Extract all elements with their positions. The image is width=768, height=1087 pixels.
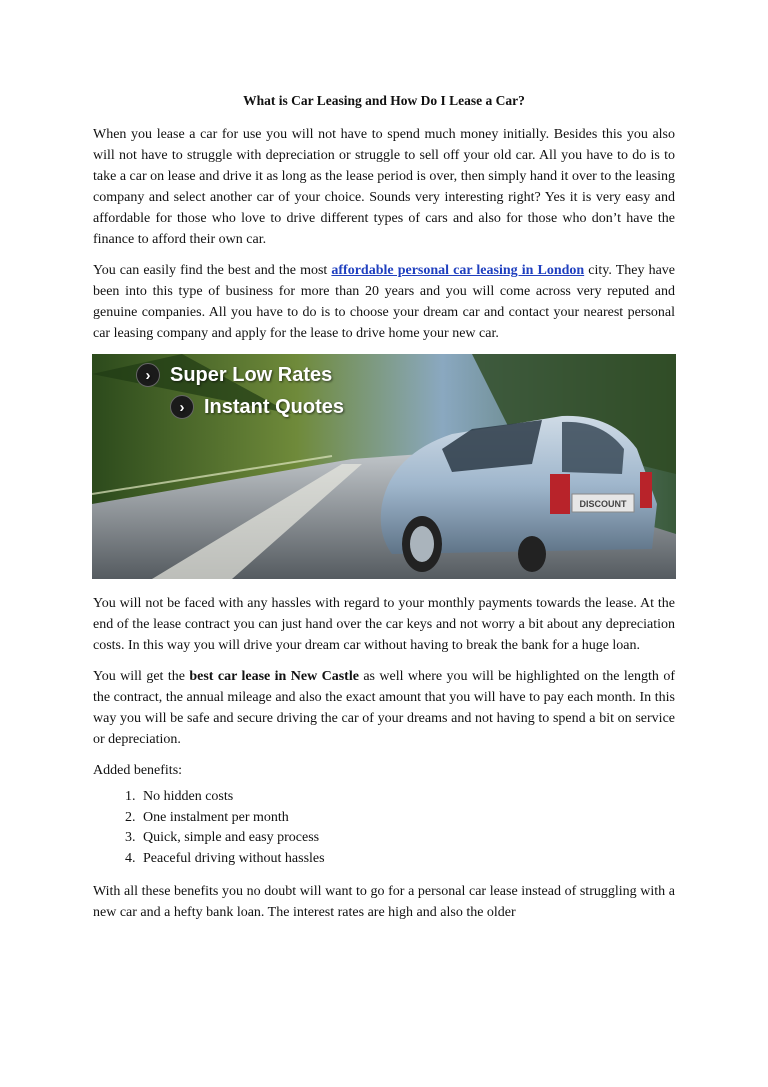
chevron-right-icon: ›: [170, 395, 194, 419]
paragraph-newcastle-text-1: You will get the: [93, 669, 190, 684]
best-car-lease-bold: best car lease in New Castle: [189, 669, 359, 684]
paragraph-london-text-2: city. They have been into this type of business for more than 20 years and you will come across very reputed and genuine companies. All you have to do is to choose your dream car and contact your nearest personal car leasing company and apply for the lease to drive home your new car.: [93, 263, 675, 341]
leasing-london-link[interactable]: affordable personal car leasing in London: [331, 263, 585, 278]
paragraph-newcastle-text-2: as well where you will be highlighted on the length of the contract, the annual mileage and also the exact amount that you will have to pay each month. In this way you will be safe and secure driving the car of your dreams and not having to spend a bit on service or depreciation.: [93, 669, 675, 747]
chevron-right-icon: ›: [136, 363, 160, 387]
benefits-list: [93, 787, 675, 869]
banner-illustration: [92, 354, 676, 579]
list-item: 3. Quick, simple and easy process: [139, 828, 675, 849]
paragraph-closing: With all these benefits you no doubt will want to go for a personal car lease instead of struggling with a new car and a hefty bank loan. The interest rates are high and also the older: [93, 884, 675, 920]
super-low-rates-label: Super Low Rates: [170, 363, 333, 386]
document-title: What is Car Leasing and How Do I Lease a Car?: [243, 93, 525, 108]
paragraph-london-text-1: You can easily find the best and the most: [93, 263, 332, 278]
list-item: 1. No hidden costs: [139, 787, 675, 808]
document-page: [93, 92, 675, 933]
instant-quotes-badge: [170, 395, 344, 419]
super-low-rates-badge: [136, 363, 332, 387]
list-item: 4. Peaceful driving without hassles: [139, 849, 675, 870]
instant-quotes-label: Instant Quotes: [204, 395, 345, 418]
plate-text: DISCOUNT: [579, 499, 627, 509]
paragraph-hassles: You will not be faced with any hassles with regard to your monthly payments towards the lease. At the end of the lease contract you can just hand over the car keys and not worry a bit about any depreciation costs. In this way you will drive your dream car without having to break the bank for a huge loan.: [93, 596, 675, 653]
paragraph-london: [93, 260, 675, 344]
paragraph-newcastle: [93, 666, 675, 750]
car-lease-banner-image: [92, 354, 676, 579]
paragraph-intro: When you lease a car for use you will not have to spend much money initially. Besides this you also will not have to struggle with depreciation or struggle to sell off your old car. All you have to do is to take a car on lease and drive it as long as the lease period is over, then simply hand it over to the leasing company and select another car of your choice. Sounds very interesting right? Yes it is very easy and affordable for those who love to drive different types of cars and also for those who don’t have the finance to afford their own car.: [93, 127, 675, 247]
benefits-heading: Added benefits:: [93, 763, 183, 778]
list-item: 2. One instalment per month: [139, 808, 675, 829]
